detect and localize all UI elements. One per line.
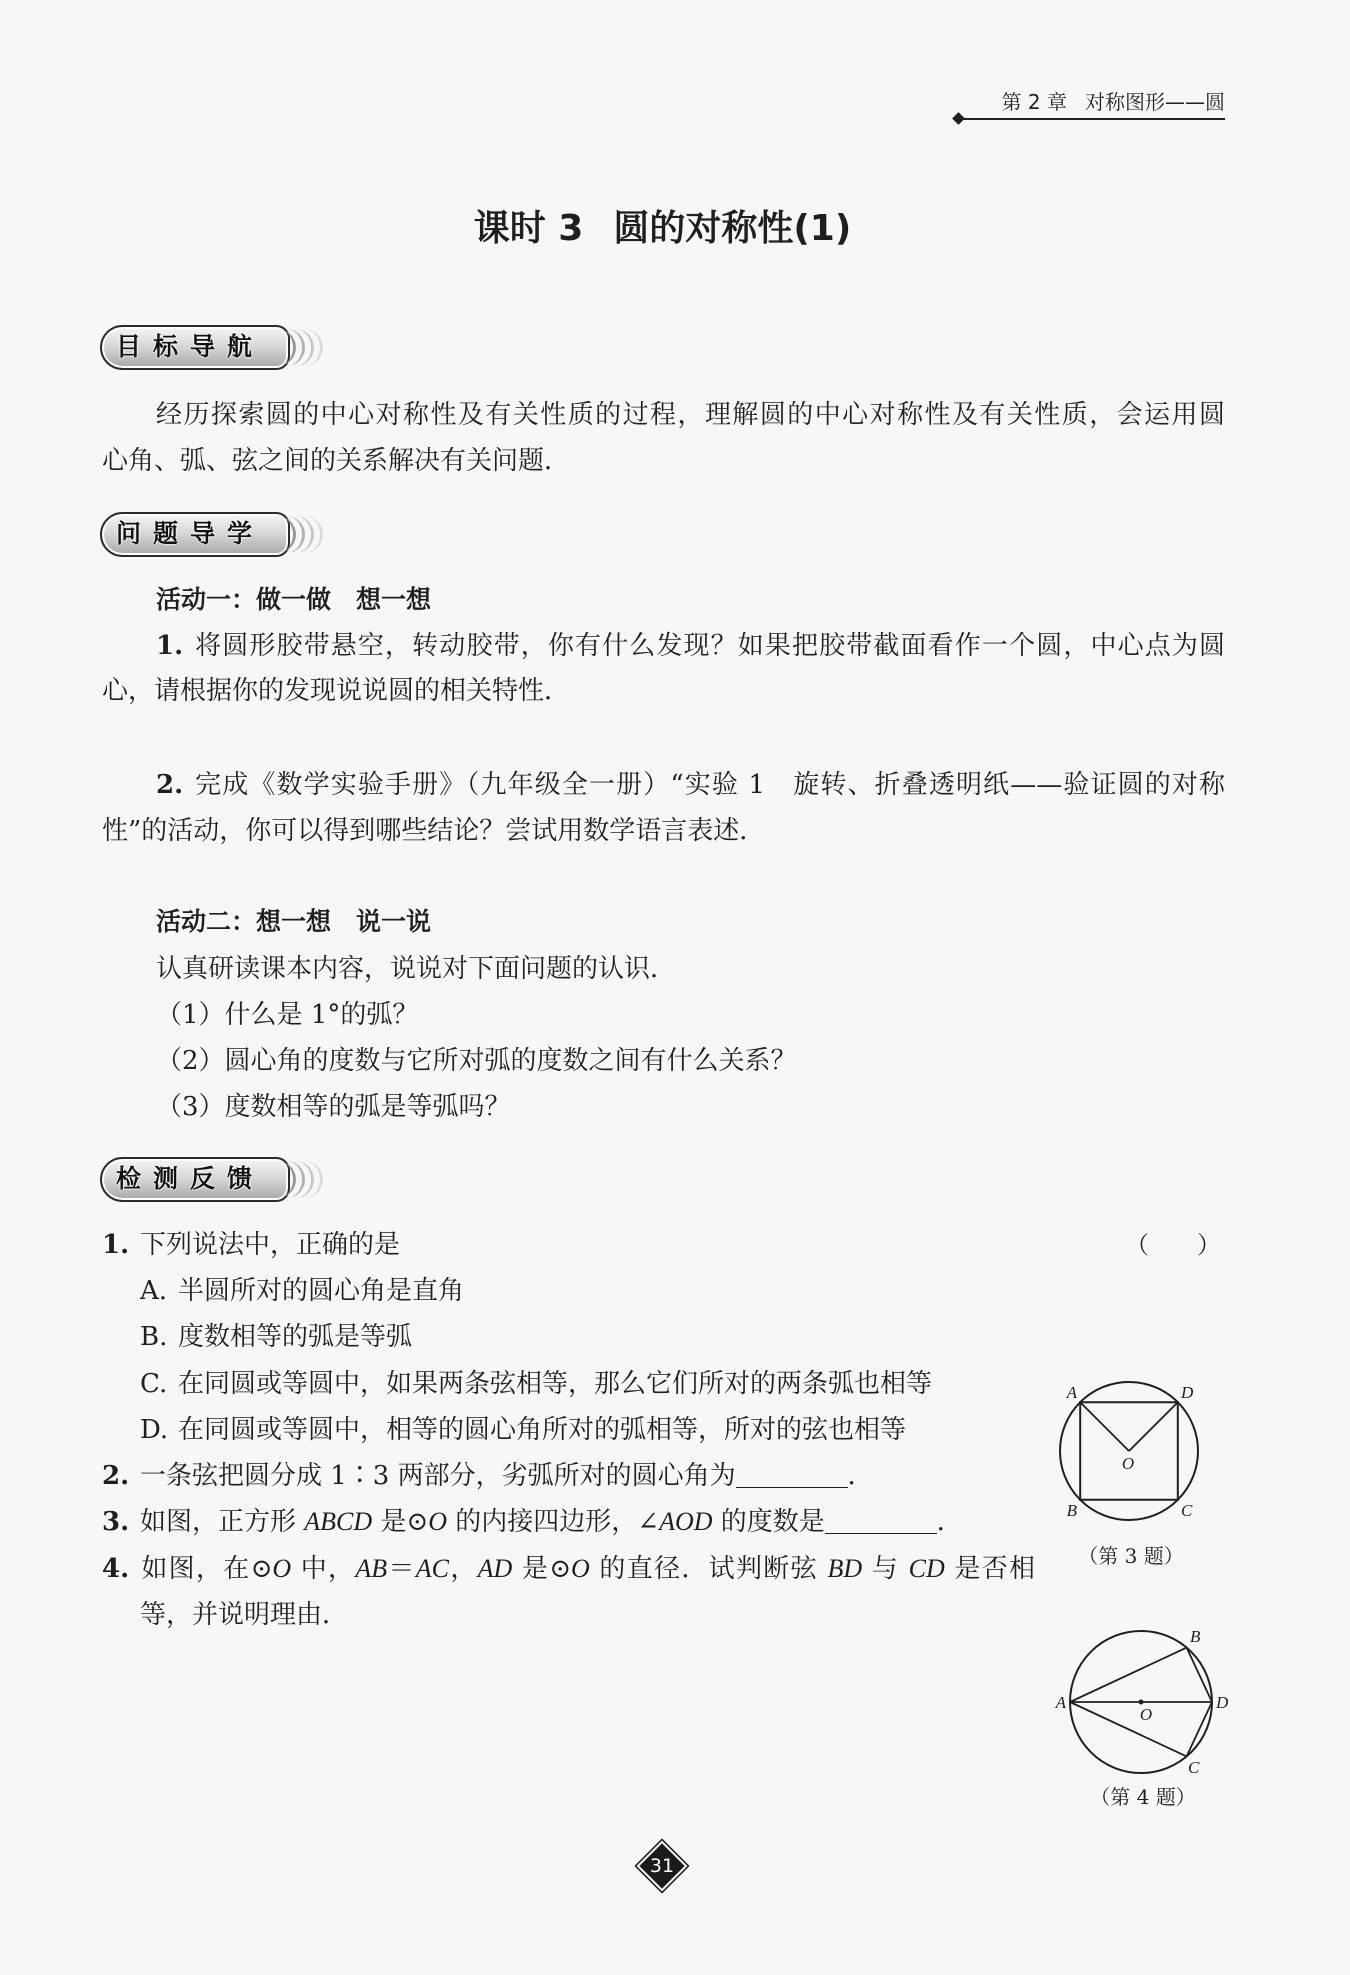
check-question-1 (102, 1227, 400, 1263)
chord-cd (1187, 1702, 1212, 1756)
badge-stripe (303, 329, 323, 366)
activity2-heading: 活动二：想一想 说一说 (156, 907, 432, 936)
point-label-d: D (1216, 1693, 1229, 1712)
math-variable: O (428, 1507, 447, 1536)
chord-bd (1187, 1648, 1212, 1702)
option-text: 在同圆或等圆中，相等的圆心角所对的弧相等，所对的弦也相等 (178, 1415, 907, 1445)
math-variable: ABCD (304, 1507, 373, 1536)
lesson-label: 课时 3 (473, 208, 584, 249)
section-badge-goal (100, 325, 330, 370)
math-variable: O (272, 1554, 292, 1583)
math-variable: BD (827, 1554, 863, 1583)
question-text: 一条弦把圆分成 1∶3 两部分，劣弧所对的圆心角为 (140, 1461, 736, 1491)
activity2-item: （1）什么是 1°的弧？ (156, 1000, 419, 1030)
figure-3 (1040, 1370, 1220, 1530)
running-header (1002, 88, 1225, 116)
lesson-title: 圆的对称性(1) (613, 208, 852, 249)
badge-stripe (303, 516, 323, 553)
point-label-o: O (1139, 1705, 1153, 1724)
goal-paragraph-line: 经历探索圆的中心对称性及有关性质的过程，理解圆的中心对称性及有关性质，会运用圆 (156, 400, 1225, 430)
question-text: 如图，在⊙O 中，AB＝AC，AD 是⊙O 的直径．试判断弦 BD 与 CD 是否相 (140, 1554, 1035, 1584)
segment-oa (1080, 1402, 1129, 1451)
figure-4-caption: （第 4 题） (1090, 1785, 1196, 1809)
badge-stripe (303, 1161, 323, 1198)
option-label: A. (140, 1276, 168, 1306)
figure-4 (1050, 1620, 1240, 1785)
activity1-question-2 (156, 767, 1225, 803)
question-number: 1. (102, 1230, 130, 1260)
badge-label: 问题导学 (100, 512, 290, 557)
question-text: 完成《数学实验手册》（九年级全一册）“实验 1 旋转、折叠透明纸——验证圆的对称 (194, 770, 1225, 800)
option-d (140, 1412, 906, 1448)
point-label-a: A (1055, 1693, 1066, 1712)
figure-3-caption: （第 3 题） (1078, 1544, 1184, 1568)
question-text: 将圆形胶带悬空，转动胶带，你有什么发现？如果把胶带截面看作一个圆，中心点为圆 (194, 631, 1225, 661)
center-dot (1139, 1700, 1144, 1705)
section-badge-guide (100, 512, 330, 557)
option-a (140, 1273, 464, 1309)
answer-blank (825, 1505, 937, 1534)
answer-blank (736, 1459, 848, 1488)
page-number-text: 31 (649, 1855, 675, 1877)
check-question-3 (102, 1504, 963, 1540)
question-end: ． (936, 1507, 963, 1537)
activity2-item: （3）度数相等的弧是等弧吗？ (156, 1092, 511, 1122)
question-number: 3. (102, 1507, 130, 1537)
chapter-number: 第 2 章 (1001, 90, 1067, 114)
option-c (140, 1366, 932, 1402)
math-variable: AB (355, 1554, 388, 1583)
point-label-a: A (1066, 1383, 1077, 1402)
point-label-o: O (1121, 1454, 1135, 1473)
question-number: 2. (156, 770, 184, 800)
option-label: D. (140, 1415, 169, 1445)
answer-bracket: （ ） (1125, 1231, 1221, 1259)
badge-label: 检测反馈 (100, 1157, 290, 1202)
page-number (637, 1841, 687, 1891)
question-stem: 下列说法中，正确的是 (140, 1230, 401, 1260)
question-number: 2. (102, 1461, 130, 1491)
question-number: 4. (102, 1554, 130, 1584)
section-badge-check (100, 1157, 330, 1202)
math-variable: AD (477, 1554, 513, 1583)
activity2-item: （2）圆心角的度数与它所对弧的度数之间有什么关系？ (156, 1046, 797, 1076)
chapter-title: 对称图形——圆 (1085, 90, 1225, 114)
option-text: 半圆所对的圆心角是直角 (178, 1276, 465, 1306)
question-end: ． (847, 1461, 874, 1491)
point-label-d: D (1181, 1383, 1194, 1402)
activity1-heading: 活动一：做一做 想一想 (156, 585, 432, 614)
activity1-question-1 (156, 628, 1225, 664)
option-text: 度数相等的弧是等弧 (178, 1322, 413, 1352)
point-label-b: B (1066, 1501, 1077, 1520)
check-question-2 (102, 1458, 874, 1494)
segment-od (1129, 1402, 1178, 1451)
math-variable: AOD (659, 1507, 713, 1536)
point-label-b: B (1190, 1627, 1201, 1646)
question-text: 如图，正方形 ABCD 是⊙O 的内接四边形，∠AOD 的度数是 (140, 1507, 825, 1537)
point-label-c: C (1181, 1501, 1193, 1520)
activity1-question-1-line2: 心，请根据你的发现说说圆的相关特性． (102, 676, 571, 706)
activity1-question-2-line2: 性”的活动，你可以得到哪些结论？尝试用数学语言表述． (102, 816, 766, 846)
math-variable: O (571, 1554, 590, 1583)
math-variable: CD (908, 1554, 945, 1583)
option-text: 在同圆或等圆中，如果两条弦相等，那么它们所对的两条弧也相等 (178, 1369, 933, 1399)
goal-paragraph-line: 心角、弧、弦之间的关系解决有关问题． (102, 446, 571, 476)
question-number: 1. (156, 631, 184, 661)
option-label: B. (140, 1322, 168, 1352)
option-label: C. (140, 1369, 168, 1399)
badge-label: 目标导航 (100, 325, 290, 370)
point-label-c: C (1188, 1758, 1200, 1777)
header-rule (962, 118, 1225, 120)
math-variable: AC (415, 1554, 450, 1583)
activity2-intro: 认真研读课本内容，说说对下面问题的认识． (156, 954, 677, 984)
option-b (140, 1319, 412, 1355)
check-question-4-line2: 等，并说明理由． (140, 1600, 349, 1630)
check-question-4 (102, 1551, 1035, 1587)
page-title (430, 205, 895, 253)
